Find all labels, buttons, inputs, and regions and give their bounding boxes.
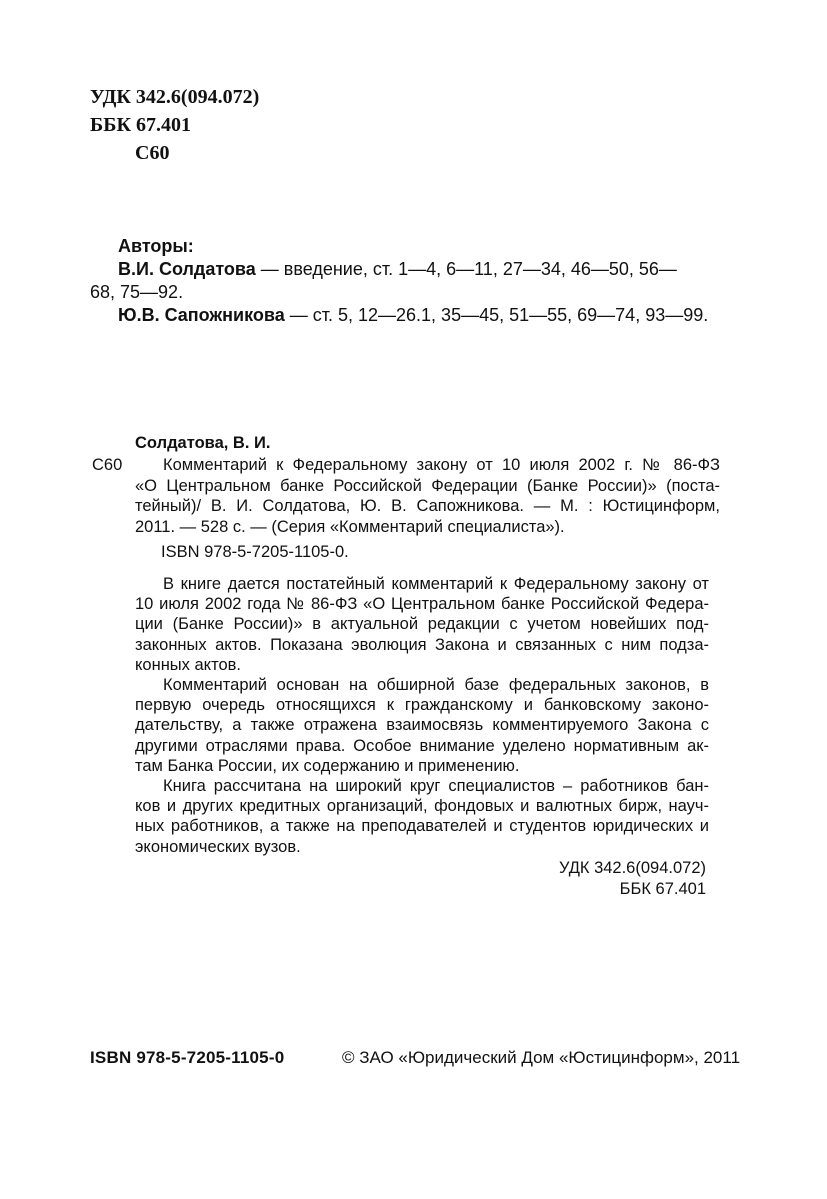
authors-block bbox=[90, 235, 730, 327]
author-1-continuation: 68, 75—92. bbox=[90, 282, 184, 302]
bottom-codes bbox=[480, 858, 706, 900]
abstract-line: ции (Банке России)» в актуальной редакции с учетом новейших под- bbox=[135, 615, 709, 634]
author-1-line bbox=[90, 258, 730, 281]
abstract-line: ных работников, а также на преподавателей и студентов юридических и bbox=[135, 817, 709, 836]
catalog-card-line: тейный)/ В. И. Солдатова, Ю. В. Сапожникова. — М. : Юстицинформ, bbox=[135, 497, 720, 515]
catalog-card-line: 2011. — 528 с. — (Серия «Комментарий специалиста»). bbox=[135, 517, 565, 536]
abstract-line: Комментарий основан на обширной базе федеральных законов, в bbox=[163, 676, 709, 695]
catalog-card-description bbox=[135, 455, 720, 537]
bottom-bbk-code: ББК 67.401 bbox=[619, 880, 706, 898]
catalog-card-line: «О Центральном банке Российской Федерации (Банке России)» (поста- bbox=[135, 476, 720, 495]
catalog-card-isbn: ISBN 978-5-7205-1105-0. bbox=[161, 543, 349, 561]
abstract-line: экономических вузов. bbox=[135, 837, 301, 856]
abstract-line: первую очередь относящихся к гражданскому и банковскому законо- bbox=[135, 696, 709, 715]
abstract-line: ков и других кредитных организаций, фондовых и валютных бирж, науч- bbox=[135, 797, 709, 816]
catalog-card-heading: Солдатова, В. И. bbox=[135, 434, 271, 452]
footer-isbn: ISBN 978-5-7205-1105-0 bbox=[90, 1048, 285, 1067]
abstract-line: законных актов. Показана эволюция Закона и связанных с ним подза- bbox=[135, 635, 709, 654]
author-2-line bbox=[90, 304, 730, 327]
abstract-line: 10 июля 2002 года № 86-ФЗ «О Центральном банке Российской Федера- bbox=[135, 595, 709, 614]
author-1-sections: — введение, ст. 1—4, 6—11, 27—34, 46—50, 56— bbox=[255, 259, 677, 279]
abstract-line: дательству, а также отражена взаимосвязь комментируемого Закона с bbox=[135, 716, 709, 735]
abstract bbox=[135, 574, 709, 857]
bottom-udc-code: УДК 342.6(094.072) bbox=[558, 859, 706, 877]
abstract-line: Книга рассчитана на широкий круг специалистов – работников бан- bbox=[163, 777, 709, 796]
abstract-line: другими отраслями права. Особое внимание уделено нормативным ак- bbox=[135, 736, 709, 755]
author-mark-code: С60 bbox=[135, 142, 170, 164]
catalog-card-code: С60 bbox=[92, 456, 123, 474]
abstract-line: конных актов. bbox=[135, 655, 241, 674]
udc-code: УДК 342.6(094.072) bbox=[90, 86, 260, 108]
abstract-line: В книге дается постатейный комментарий к Федеральному закону от bbox=[163, 575, 709, 593]
author-2-sections: — ст. 5, 12—26.1, 35—45, 51—55, 69—74, 93—99. bbox=[284, 305, 709, 325]
bbk-code: ББК 67.401 bbox=[90, 114, 191, 136]
abstract-line: там Банка России, их содержанию и применению. bbox=[135, 756, 520, 775]
author-1-name: В.И. Солдатова bbox=[118, 259, 256, 279]
footer-copyright: © ЗАО «Юридический Дом «Юстицинформ», 2011 bbox=[342, 1048, 741, 1067]
authors-title: Авторы: bbox=[118, 236, 194, 256]
catalog-card-line: Комментарий к Федеральному закону от 10 июля 2002 г. № 86-ФЗ bbox=[163, 456, 720, 474]
author-2-name: Ю.В. Сапожникова bbox=[118, 305, 285, 325]
